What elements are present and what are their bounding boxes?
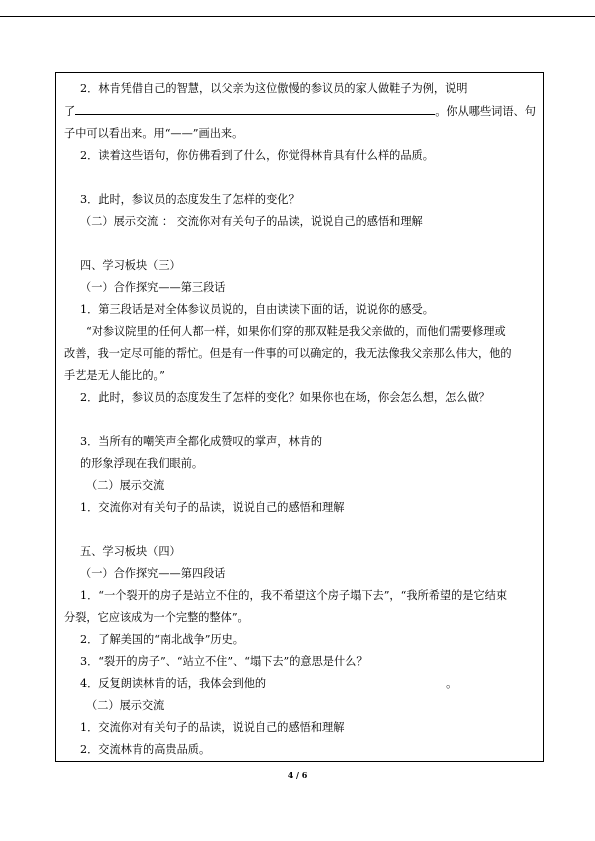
section-heading: 四、学习板块（三） bbox=[80, 259, 181, 272]
text-line: 1．交流你对有关句子的品读，说说自己的感悟和理解 bbox=[80, 501, 345, 514]
header-rule bbox=[0, 16, 595, 17]
text-line: 2．林肯凭借自己的智慧，以父亲为这位傲慢的参议员的家人做鞋子为例，说明 bbox=[80, 82, 468, 95]
quote-line: 手艺是无人能比的。” bbox=[64, 369, 165, 382]
text-fragment: 了 bbox=[64, 105, 76, 118]
subsection-heading: （一）合作探究——第四段话 bbox=[80, 567, 226, 580]
text-line: 2．交流林肯的高贵品质。 bbox=[80, 743, 211, 756]
text-fragment: 4．反复朗读林肯的话，我体会到他的 bbox=[80, 677, 267, 690]
text-line: 2．此时，参议员的态度发生了怎样的变化？如果你也在场，你会怎么想，怎么做？ bbox=[80, 391, 490, 404]
quote-line: 改善，我一定尽可能的帮忙。但是有一件事的可以确定的，我无法像我父亲那么伟大，他的 bbox=[64, 347, 512, 360]
text-line: 1．“一个裂开的房子是站立不住的，我不希望这个房子塌下去”，“我所希望的是它结束 bbox=[80, 589, 508, 602]
text-line: 2．了解美国的“南北战争”历史。 bbox=[80, 633, 244, 646]
page-number: 4 / 6 bbox=[287, 770, 308, 780]
text-line bbox=[64, 104, 536, 119]
text-line: 3．当所有的嘲笑声全都化成赞叹的掌声，林肯的 bbox=[80, 435, 323, 448]
text-line: 1．第三段话是对全体参议员说的，自由读读下面的话，说说你的感受。 bbox=[80, 303, 434, 316]
subsection-heading: （二）展示交流 bbox=[86, 479, 165, 492]
text-fragment: 。 bbox=[446, 677, 458, 690]
subsection-heading: （一）合作探究——第三段话 bbox=[80, 281, 226, 294]
text-line: 3．此时，参议员的态度发生了怎样的变化？ bbox=[80, 193, 300, 206]
text-line: 的形象浮现在我们眼前。 bbox=[80, 457, 204, 470]
section-heading: 五、学习板块（四） bbox=[80, 545, 181, 558]
subsection-heading: （二）展示交流 bbox=[86, 699, 165, 712]
text-fragment: 。你从哪些词语、句 bbox=[435, 105, 536, 118]
text-line: 2．读着这些语句，你仿佛看到了什么，你觉得林肯具有什么样的品质。 bbox=[80, 149, 434, 162]
text-line: （二）展示交流 ： 交流你对有关句子的品读，说说自己的感悟和理解 bbox=[80, 215, 423, 228]
text-line: 1．交流你对有关句子的品读，说说自己的感悟和理解 bbox=[80, 721, 345, 734]
text-line: 分裂，它应该成为一个完整的整体”。 bbox=[64, 611, 249, 624]
text-line: 3．“裂开的房子”、“站立不住”、“塌下去”的意思是什么？ bbox=[80, 655, 368, 668]
fill-in-blank[interactable] bbox=[75, 104, 435, 115]
text-line bbox=[80, 677, 457, 691]
quote-line: “对参议院里的任何人都一样，如果你们穿的那双鞋是我父亲做的，而他们需要修理或 bbox=[86, 325, 506, 338]
text-line: 子中可以看出来。用“——”画出来。 bbox=[64, 127, 244, 140]
